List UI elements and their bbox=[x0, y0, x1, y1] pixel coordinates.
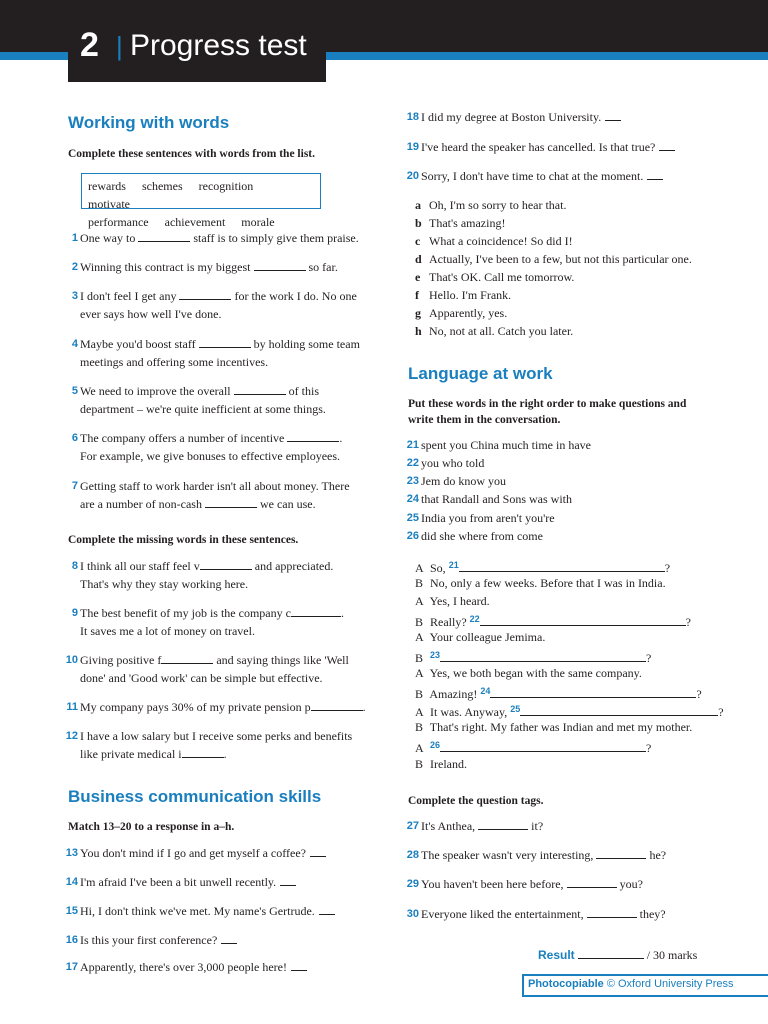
question-text: and saying things like 'Well bbox=[216, 653, 349, 667]
answer-blank[interactable] bbox=[605, 110, 621, 121]
answer-blank[interactable] bbox=[659, 140, 675, 151]
conversation-text: It was. Anyway, bbox=[430, 705, 508, 719]
instruction-match: Match 13–20 to a response in a–h. bbox=[68, 821, 235, 833]
answer-blank[interactable] bbox=[440, 651, 646, 662]
answer-blank[interactable] bbox=[587, 907, 637, 918]
answer-blank[interactable] bbox=[567, 877, 617, 888]
question-number: 25 bbox=[406, 512, 419, 524]
question-text: You haven't been here before, bbox=[421, 877, 564, 891]
question-text: . bbox=[340, 606, 344, 620]
gap-number: 21 bbox=[448, 560, 459, 570]
question-text: he? bbox=[649, 848, 667, 862]
response-text: No, not at all. Catch you later. bbox=[429, 324, 574, 338]
instruction-line: write them in the conversation. bbox=[408, 414, 561, 426]
question-number: 1 bbox=[71, 232, 78, 244]
question-text: I'm afraid I've been a bit unwell recently. bbox=[80, 875, 277, 889]
answer-blank[interactable] bbox=[179, 289, 231, 300]
question-number: 2 bbox=[71, 261, 78, 273]
question-text: I've heard the speaker has cancelled. Is that true? bbox=[421, 140, 656, 154]
result-score bbox=[538, 948, 697, 963]
conversation-line bbox=[415, 718, 692, 736]
question-text: The speaker wasn't very interesting, bbox=[421, 848, 594, 862]
response-letter: a bbox=[415, 198, 421, 212]
question-text: The best benefit of my job is the company c bbox=[80, 606, 291, 620]
question-number: 29 bbox=[406, 878, 419, 890]
question-text: I don't feel I get any bbox=[80, 289, 177, 303]
speaker-label: A bbox=[415, 594, 424, 608]
question-number: 18 bbox=[406, 111, 419, 123]
question-number: 6 bbox=[71, 432, 78, 444]
question-text: For example, we give bonuses to effective employees. bbox=[80, 449, 341, 463]
question-number: 30 bbox=[406, 908, 419, 920]
conversation-text: No, only a few weeks. Before that I was in India. bbox=[430, 576, 666, 590]
question-mark: ? bbox=[664, 561, 671, 575]
word-item: morale bbox=[241, 215, 275, 229]
question-number: 11 bbox=[66, 701, 78, 713]
response-text: Actually, I've been to a few, but not this particular one. bbox=[429, 252, 692, 266]
question-number: 19 bbox=[406, 141, 419, 153]
speaker-label: A bbox=[415, 666, 424, 680]
page-title: Progress test bbox=[130, 29, 307, 62]
response-letter: d bbox=[415, 252, 422, 266]
question-number: 9 bbox=[71, 607, 78, 619]
question-number: 12 bbox=[65, 730, 78, 742]
section-heading-working-with-words: Working with words bbox=[68, 113, 230, 132]
question-number: 26 bbox=[406, 530, 419, 542]
question-text: Apparently, there's over 3,000 people here! bbox=[80, 960, 287, 974]
conversation-text: So, bbox=[430, 561, 446, 575]
question-text: Getting staff to work harder isn't all about money. There bbox=[80, 479, 350, 493]
question-text: for the work I do. No one bbox=[234, 289, 357, 303]
conversation-line bbox=[415, 592, 490, 610]
conversation-text: That's right. My father was Indian and met my mother. bbox=[429, 720, 693, 734]
answer-blank[interactable] bbox=[647, 169, 663, 180]
conversation-text: Yes, we both began with the same company. bbox=[429, 666, 642, 680]
scrambled-text: spent you China much time in have bbox=[421, 438, 591, 452]
question-text: Winning this contract is my biggest bbox=[80, 260, 251, 274]
speaker-label: B bbox=[415, 615, 424, 629]
instruction-missing-words: Complete the missing words in these sentences. bbox=[68, 534, 299, 546]
question-text: The company offers a number of incentive bbox=[80, 431, 285, 445]
speaker-label: A bbox=[415, 741, 424, 755]
question-number: 21 bbox=[406, 439, 419, 451]
conversation-text: Ireland. bbox=[430, 757, 467, 771]
speaker-label: A bbox=[415, 561, 424, 575]
word-list-box bbox=[81, 173, 321, 229]
scrambled-text: you who told bbox=[421, 456, 485, 470]
question-text: You don't mind if I go and get myself a coffee? bbox=[80, 846, 307, 860]
response-letter: h bbox=[415, 324, 422, 338]
question-text: are a number of non-cash bbox=[80, 497, 202, 511]
answer-blank[interactable] bbox=[310, 846, 326, 857]
conversation-text: Amazing! bbox=[429, 687, 478, 701]
response-letter: b bbox=[415, 216, 422, 230]
question-number: 28 bbox=[406, 849, 419, 861]
answer-blank[interactable] bbox=[280, 875, 296, 886]
answer-blank[interactable] bbox=[478, 819, 528, 830]
answer-blank[interactable] bbox=[596, 848, 646, 859]
question-text: like private medical i bbox=[80, 747, 182, 761]
result-blank[interactable] bbox=[578, 948, 644, 959]
gap-number: 25 bbox=[510, 704, 521, 714]
question-text: I did my degree at Boston University. bbox=[421, 110, 602, 124]
question-text: Everyone liked the entertainment, bbox=[421, 907, 584, 921]
question-number: 7 bbox=[71, 480, 78, 492]
question-number: 8 bbox=[71, 560, 78, 572]
answer-blank[interactable] bbox=[234, 384, 286, 395]
instruction-line: Put these words in the right order to make questions and bbox=[408, 398, 687, 410]
speaker-label: B bbox=[415, 757, 424, 771]
speaker-label: B bbox=[415, 687, 424, 701]
title-separator: | bbox=[116, 31, 123, 61]
word-item: performance bbox=[88, 215, 149, 229]
answer-blank[interactable] bbox=[138, 231, 190, 242]
conversation-line bbox=[415, 664, 642, 682]
question-number: 13 bbox=[65, 847, 78, 859]
question-text: so far. bbox=[308, 260, 338, 274]
question-number: 16 bbox=[65, 934, 78, 946]
response-text: Apparently, yes. bbox=[429, 306, 508, 320]
question-number: 22 bbox=[406, 457, 419, 469]
word-item: rewards bbox=[88, 179, 126, 193]
scrambled-text: India you from aren't you're bbox=[421, 511, 555, 525]
conversation-line bbox=[415, 736, 651, 757]
answer-blank[interactable] bbox=[291, 606, 341, 617]
gap-number: 24 bbox=[480, 686, 491, 696]
question-number: 4 bbox=[71, 338, 78, 350]
question-text: it? bbox=[531, 819, 544, 833]
answer-blank[interactable] bbox=[319, 904, 335, 915]
question-text: I have a low salary but I receive some perks and benefits bbox=[80, 729, 353, 743]
question-text: done' and 'Good work' can be simple but effective. bbox=[80, 671, 323, 685]
question-text: I think all our staff feel v bbox=[80, 559, 200, 573]
title-tab bbox=[68, 22, 326, 82]
footer-rule bbox=[522, 974, 524, 996]
question-number: 10 bbox=[65, 654, 78, 666]
word-item: motivate bbox=[88, 197, 130, 211]
instruction-question-tags: Complete the question tags. bbox=[408, 795, 544, 807]
instruction-word-order bbox=[408, 396, 686, 428]
footer-rule bbox=[522, 995, 768, 997]
speaker-label: A bbox=[415, 705, 424, 719]
gap-number: 23 bbox=[430, 650, 441, 660]
question-number: 24 bbox=[406, 493, 419, 505]
question-text: One way to bbox=[80, 231, 136, 245]
question-mark: ? bbox=[718, 705, 724, 719]
question-text: . bbox=[339, 431, 343, 445]
speaker-label: B bbox=[415, 651, 424, 665]
question-mark: ? bbox=[646, 741, 652, 755]
speaker-label: B bbox=[415, 576, 424, 590]
response-text: That's OK. Call me tomorrow. bbox=[429, 270, 575, 284]
question-text: we can use. bbox=[259, 497, 316, 511]
question-number: 15 bbox=[65, 905, 78, 917]
question-text: It saves me a lot of money on travel. bbox=[80, 624, 255, 638]
question-text: We need to improve the overall bbox=[80, 384, 231, 398]
response-text: That's amazing! bbox=[429, 216, 506, 230]
question-text: Giving positive f bbox=[80, 653, 162, 667]
question-mark: ? bbox=[646, 651, 652, 665]
question-mark: ? bbox=[696, 687, 702, 701]
question-text: That's why they stay working here. bbox=[80, 577, 249, 591]
question-text: department – we're quite inefficient at some things. bbox=[80, 402, 326, 416]
unit-number: 2 bbox=[80, 26, 99, 64]
footer-copyright bbox=[528, 978, 734, 990]
response-text: Oh, I'm so sorry to hear that. bbox=[429, 198, 567, 212]
question-text: It's Anthea, bbox=[421, 819, 476, 833]
answer-blank[interactable] bbox=[311, 700, 363, 711]
question-mark: ? bbox=[685, 615, 691, 629]
question-text: Is this your first conference? bbox=[80, 933, 218, 947]
conversation-text: Really? bbox=[430, 615, 467, 629]
question-number: 5 bbox=[71, 385, 78, 397]
question-number: 3 bbox=[71, 290, 78, 302]
answer-blank[interactable] bbox=[199, 337, 251, 348]
scrambled-text: that Randall and Sons was with bbox=[421, 492, 572, 506]
conversation-line bbox=[415, 628, 545, 646]
question-text: staff is to simply give them praise. bbox=[193, 231, 359, 245]
speaker-label: B bbox=[415, 720, 424, 734]
conversation-line bbox=[415, 574, 666, 592]
question-text: My company pays 30% of my private pension p bbox=[80, 700, 311, 714]
response-letter: g bbox=[415, 306, 421, 320]
question-text: you? bbox=[619, 877, 643, 891]
answer-blank[interactable] bbox=[254, 260, 306, 271]
answer-blank[interactable] bbox=[480, 615, 686, 626]
question-number: 17 bbox=[65, 961, 78, 973]
result-marks: / 30 marks bbox=[646, 948, 698, 962]
response-letter: e bbox=[415, 270, 421, 284]
conversation-text: Yes, I heard. bbox=[429, 594, 490, 608]
word-item: recognition bbox=[198, 179, 254, 193]
scrambled-text: Jem do know you bbox=[421, 474, 506, 488]
question-number: 23 bbox=[406, 475, 419, 487]
answer-blank[interactable] bbox=[520, 705, 718, 716]
gap-number: 22 bbox=[469, 614, 480, 624]
question-text: . bbox=[362, 700, 366, 714]
word-list-line-1 bbox=[88, 177, 320, 213]
question-text: Sorry, I don't have time to chat at the moment. bbox=[421, 169, 644, 183]
photocopiable-label: Photocopiable bbox=[528, 978, 604, 990]
answer-blank[interactable] bbox=[291, 960, 307, 971]
question-text: . bbox=[223, 747, 227, 761]
question-text: Maybe you'd boost staff bbox=[80, 337, 196, 351]
answer-blank[interactable] bbox=[200, 559, 252, 570]
gap-number: 26 bbox=[430, 740, 441, 750]
answer-blank[interactable] bbox=[490, 687, 696, 698]
question-number: 20 bbox=[406, 170, 419, 182]
question-text: by holding some team bbox=[253, 337, 360, 351]
answer-blank[interactable] bbox=[287, 431, 339, 442]
answer-blank[interactable] bbox=[221, 933, 237, 944]
publisher-label: © Oxford University Press bbox=[606, 978, 734, 990]
answer-blank[interactable] bbox=[459, 561, 665, 572]
word-item: achievement bbox=[164, 215, 226, 229]
conversation-line bbox=[415, 755, 467, 773]
response-text: Hello. I'm Frank. bbox=[429, 288, 512, 302]
question-text: meetings and offering some incentives. bbox=[80, 355, 269, 369]
question-text: and appreciated. bbox=[254, 559, 334, 573]
section-heading-language-at-work: Language at work bbox=[408, 364, 553, 383]
question-text: of this bbox=[288, 384, 319, 398]
response-letter: c bbox=[415, 234, 421, 248]
conversation-text: Your colleague Jemima. bbox=[429, 630, 546, 644]
question-text: ever says how well I've done. bbox=[80, 307, 222, 321]
answer-blank[interactable] bbox=[205, 497, 257, 508]
response-text: What a coincidence! So did I! bbox=[429, 234, 573, 248]
answer-blank[interactable] bbox=[440, 741, 646, 752]
question-number: 27 bbox=[406, 820, 419, 832]
question-number: 14 bbox=[65, 876, 78, 888]
answer-blank[interactable] bbox=[161, 653, 213, 664]
section-heading-business-communication: Business communication skills bbox=[68, 787, 322, 806]
footer-rule bbox=[522, 974, 768, 976]
instruction-word-list: Complete these sentences with words from the list. bbox=[68, 148, 315, 160]
scrambled-text: did she where from come bbox=[421, 529, 543, 543]
result-label: Result bbox=[538, 948, 575, 962]
question-text: they? bbox=[639, 907, 666, 921]
question-text: Hi, I don't think we've met. My name's Gertrude. bbox=[80, 904, 315, 918]
answer-blank[interactable] bbox=[182, 747, 224, 758]
speaker-label: A bbox=[415, 630, 424, 644]
word-item: schemes bbox=[141, 179, 183, 193]
response-letter: f bbox=[415, 288, 419, 302]
